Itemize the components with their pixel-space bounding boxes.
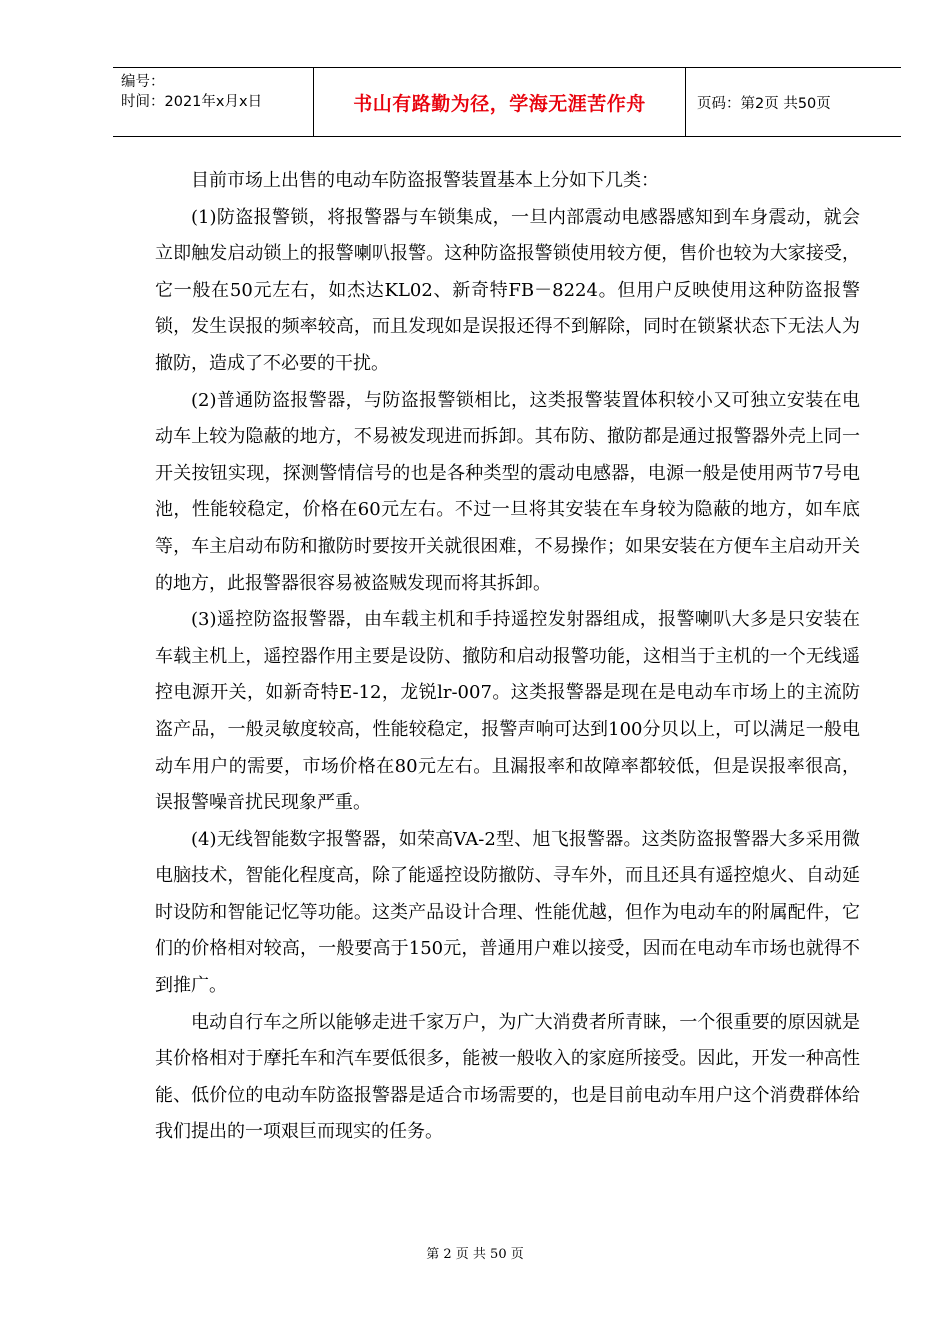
paragraph-intro: 目前市场上出售的电动车防盗报警装置基本上分如下几类： bbox=[191, 170, 659, 191]
page-footer: 第 2 页 共 50 页 bbox=[426, 1247, 524, 1262]
document-number-label: 编号： bbox=[121, 74, 165, 90]
paragraph-alarm-lock: (1)防盗报警锁，将报警器与车锁集成，一旦内部震动电感器感知到车身震动，就会立即触发启动锁上的报警喇叭报警。这种防盗报警锁使用较方便，售价也较为大家接受，它一般在50元左右，如杰达KL02、新奇特FB－8224。但用户反映使用这种防盗报警锁，发生误报的频率较高，而且发现如是误报还得不到解除，同时在锁紧状态下无法人为撤防，造成了不必要的干扰。 bbox=[155, 206, 860, 374]
paragraph-remote-alarm: (3)遥控防盗报警器，由车载主机和手持遥控发射器组成，报警喇叭大多是只安装在车载主机上，遥控器作用主要是设防、撤防和启动报警功能，这相当于主机的一个无线遥控电源开关，如新奇特E-12，龙锐lr-007。这类报警器是现在是电动车市场上的主流防盗产品，一般灵敏度较高，性能较稳定，报警声响可达到100分贝以上，可以满足一般电动车用户的需要，市场价格在80元左右。且漏报率和故障率都较低，但是误报率很高，误报警噪音扰民现象严重。 bbox=[155, 609, 860, 814]
page-header bbox=[113, 67, 901, 137]
paragraph-conclusion: 电动自行车之所以能够走进千家万户，为广大消费者所青睐，一个很重要的原因就是其价格相对于摩托车和汽车要低很多，能被一般收入的家庭所接受。因此，开发一种高性能、低价位的电动车防盗报警器是适合市场需要的，也是目前电动车用户这个消费群体给我们提出的一项艰巨而现实的任务。 bbox=[155, 1011, 860, 1143]
document-time-label: 时间：2021年x月x日 bbox=[121, 94, 263, 110]
document-body bbox=[155, 163, 860, 1151]
header-meta bbox=[113, 68, 313, 136]
header-motto: 书山有路勤为径，学海无涯苦作舟 bbox=[313, 68, 686, 136]
paragraph-wireless-digital-alarm: (4)无线智能数字报警器，如荣高VA-2型、旭飞报警器。这类防盗报警器大多采用微电脑技术，智能化程度高，除了能遥控设防撤防、寻车外，而且还具有遥控熄火、自动延时设防和智能记忆等功能。这类产品设计合理、性能优越，但作为电动车的附属配件，它们的价格相对较高，一般要高于150元，普通用户难以接受，因而在电动车市场也就得不到推广。 bbox=[155, 828, 860, 997]
header-page-number: 页码：第2页 共50页 bbox=[697, 95, 831, 112]
paragraph-ordinary-alarm: (2)普通防盗报警器，与防盗报警锁相比，这类报警装置体积较小又可独立安装在电动车上较为隐蔽的地方，不易被发现进而拆卸。其布防、撤防都是通过报警器外壳上同一开关按钮实现，探测警情信号的也是各种类型的震动电感器，电源一般是使用两节7号电池，性能较稳定，价格在60元左右。不过一旦将其安装在车身较为隐蔽的地方，如车底等，车主启动布防和撤防时要按开关就很困难，不易操作；如果安装在方便车主启动开关的地方，此报警器很容易被盗贼发现而将其拆卸。 bbox=[155, 389, 860, 594]
